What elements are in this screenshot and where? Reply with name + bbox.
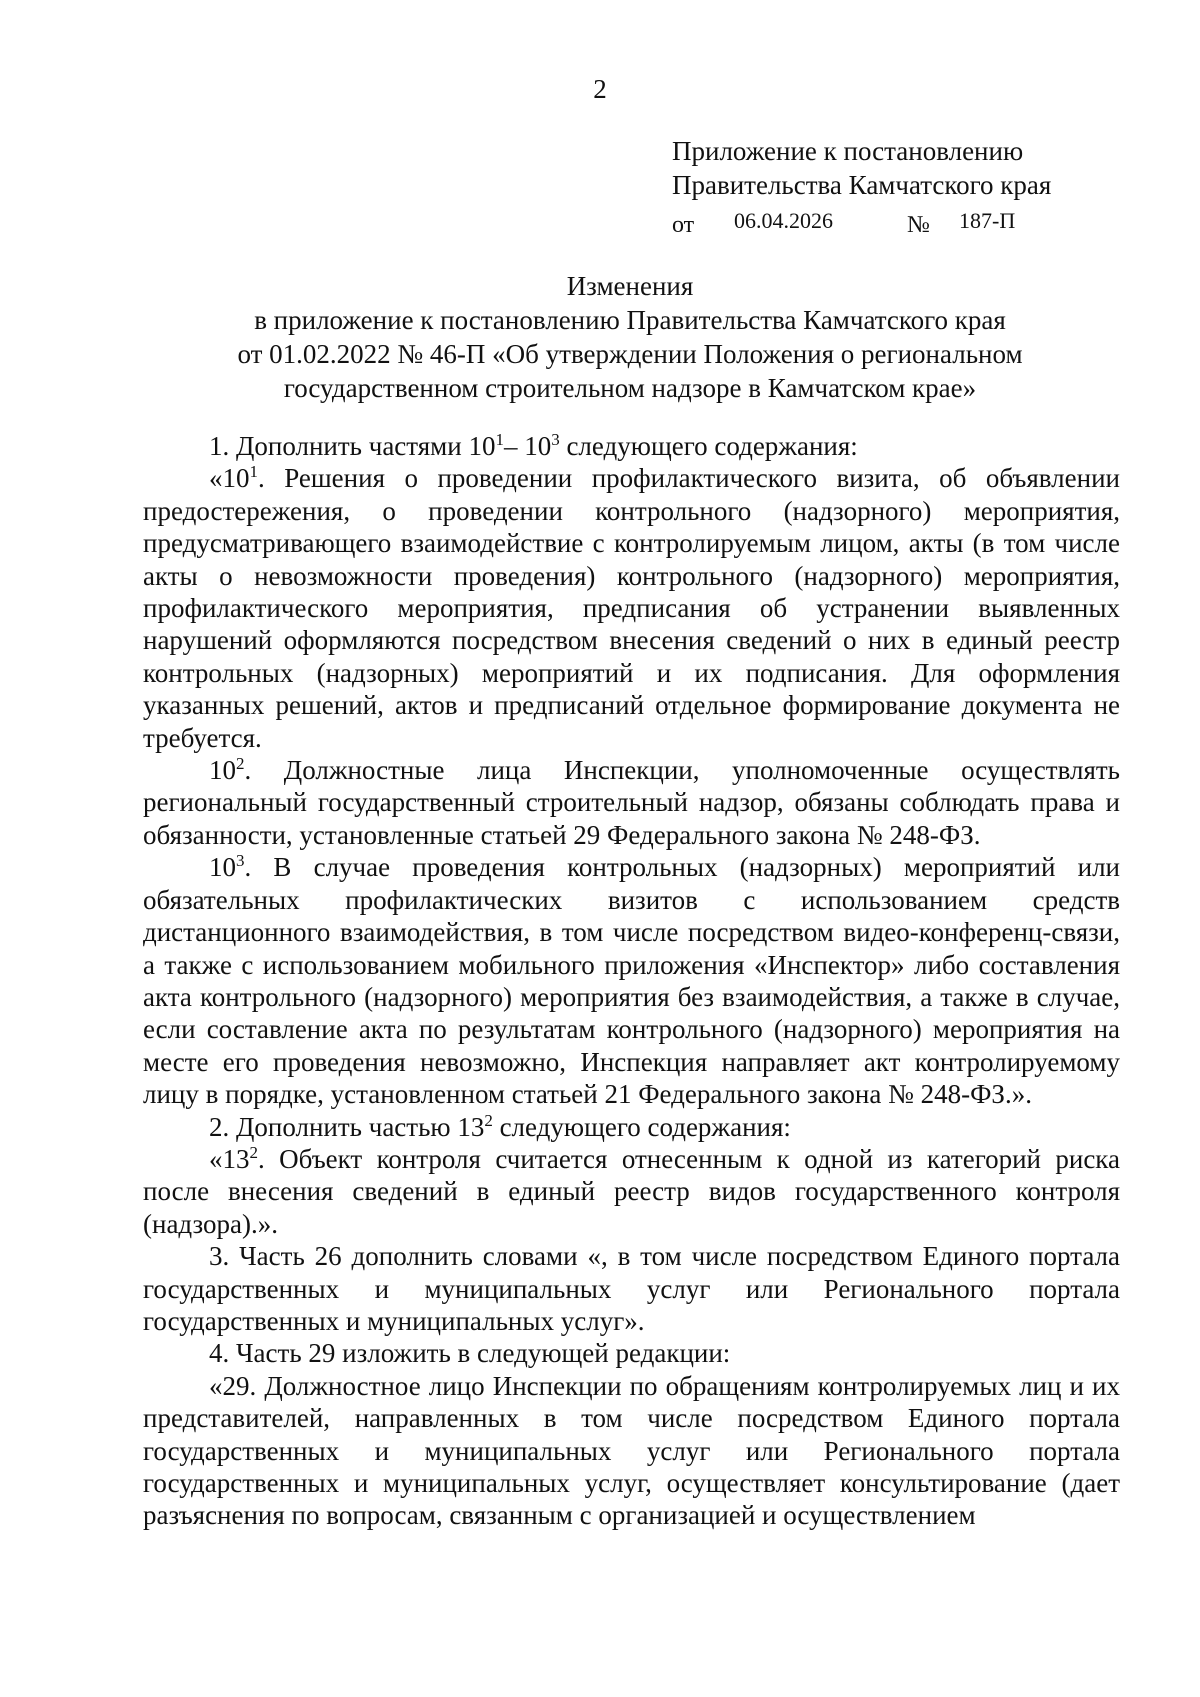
appendix-line-2: Правительства Камчатского края: [672, 170, 1052, 200]
resolution-number: 187-П: [959, 208, 1016, 233]
appendix-line-1: Приложение к постановлению: [672, 136, 1024, 166]
number-label: №: [907, 212, 930, 238]
appendix-header: [672, 134, 1142, 236]
resolution-date: 06.04.2026: [734, 208, 833, 233]
title-line-3: от 01.02.2022 № 46-П «Об утверждении Положения о региональном: [237, 339, 1023, 369]
paragraph-10-2: $10^2$. Должностные лица Инспекции, уполномоченные осуществлять региональный государственный строительный надзор, обязаны соблюдать права и обязанности, установленные статьей 29 Федерального закона № 248-ФЗ.: [143, 754, 1120, 850]
title-line-2: в приложение к постановлению Правительства Камчатского края: [254, 305, 1006, 335]
title-line-1: Изменения: [566, 271, 694, 301]
paragraph-13-2: «$13^2$. Объект контроля считается отнесенным к одной из категорий риска после внесения сведений в единый реестр видов государственного контроля (надзора).».: [143, 1142, 1120, 1239]
appendix-date-number-row: [672, 202, 1142, 236]
from-label: от: [672, 212, 695, 238]
page-number: 2: [593, 74, 607, 104]
paragraph-3: 3. Часть 26 дополнить словами «, в том числе посредством Единого портала государственных и муниципальных услуг или Регионального портала государственных и муниципальных услуг».: [143, 1241, 1120, 1336]
paragraph-10-3: $10^3$. В случае проведения контрольных (надзорных) мероприятий или обязательных профилактических визитов с использованием средств дистанционного взаимодействия, в том числе посредством видео-конференц-связи, а также с использованием мобильного приложения «Инспектор» либо составления акта контрольного (надзорного) мероприятия без взаимодействия, а также в случае, если составление акта по результатам контрольного (надзорного) мероприятия на месте его проведения невозможно, Инспекция направляет акт контролируемому лицу в порядке, установленном статьей 21 Федерального закона № 248-ФЗ.».: [143, 851, 1120, 1110]
paragraph-4: 4. Часть 29 изложить в следующей редакции:: [209, 1338, 731, 1369]
paragraph-2: 2. Дополнить частью $13^2$ следующего содержания:: [209, 1110, 791, 1142]
paragraph-29: «29. Должностное лицо Инспекции по обращениям контролируемых лиц и их представителей, направленных в том числе посредством Единого портала государственных и муниципальных услуг или Регионального портала государственных и муниципальных услуг, осуществляет консультирование (дает разъяснения по вопросам, связанным с организацией и осуществлением: [143, 1370, 1120, 1531]
document-title: [140, 269, 1120, 405]
title-line-4: государственном строительном надзоре в Камчатском крае»: [283, 373, 977, 403]
paragraph-1: 1. Дополнить частями $10^1-$ $10^3$ следующего содержания:: [209, 430, 858, 461]
document-body: [143, 430, 1120, 1532]
paragraph-10-1: «$10^1$. Решения о проведении профилактического визита, об объявлении предостережения, о проведении контрольного (надзорного) мероприятия, предусматривающего взаимодействие с контролируемым лицом, акты (в том числе акты о невозможности проведения) контрольного (надзорного) мероприятия, профилактического мероприятия, предписания об устранении выявленных нарушений оформляются посредством внесения сведений о них в единый реестр контрольных (надзорных) мероприятий и их подписания. Для оформления указанных решений, актов и предписаний отдельное формирование документа не требуется.: [143, 462, 1120, 753]
